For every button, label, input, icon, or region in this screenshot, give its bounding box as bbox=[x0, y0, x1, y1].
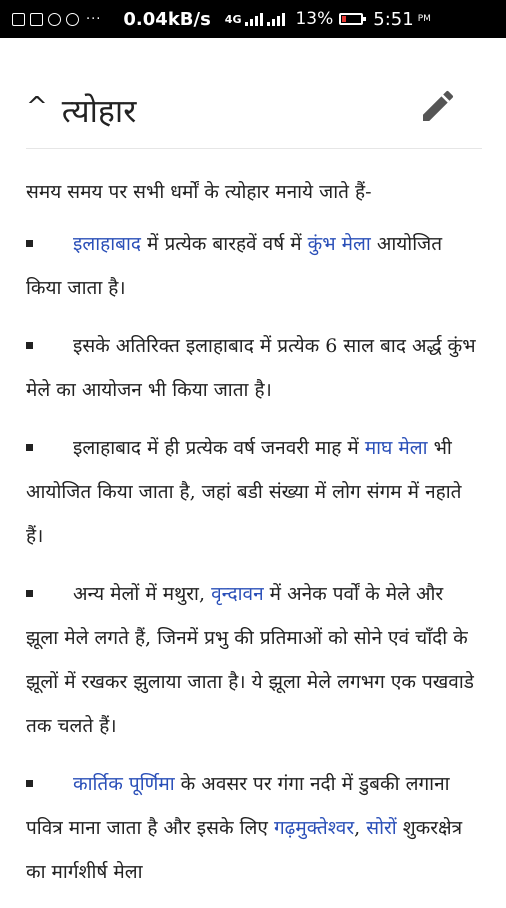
bullet-icon bbox=[26, 240, 33, 247]
collapse-chevron-icon[interactable]: ^ bbox=[26, 92, 48, 122]
more-notifications-icon: ··· bbox=[86, 11, 102, 27]
clock: 5:51 bbox=[373, 8, 414, 30]
whatsapp-icon bbox=[48, 13, 61, 26]
link-allahabad[interactable]: इलाहाबाद bbox=[73, 233, 142, 255]
bullet-icon bbox=[26, 342, 33, 349]
notification-icons bbox=[0, 12, 101, 27]
section-header[interactable] bbox=[26, 72, 482, 149]
signal-icon bbox=[245, 12, 263, 26]
bullet-icon bbox=[26, 780, 33, 787]
list-item: अन्य मेलों में मथुरा, वृन्दावन में अनेक पर्वों के मेले और झूला मेले लगते हैं, जिनमें प्रभु की प्रतिमाओं को सोने एवं चाँदी के झूलों में रखकर झुलाया जाता है। ये झूला मेले लगभग एक पखवाडे तक चलते हैं। bbox=[26, 583, 474, 737]
battery-percent: 13% bbox=[295, 9, 334, 29]
bullet-icon bbox=[26, 444, 33, 451]
signal-icon-2 bbox=[267, 12, 285, 26]
lock-icon bbox=[30, 13, 43, 26]
clock-ampm: PM bbox=[417, 14, 431, 24]
network-speed: 0.04kB/s bbox=[123, 8, 211, 30]
link-vrindavan[interactable]: वृन्दावन bbox=[211, 583, 264, 605]
link-magh-mela[interactable]: माघ मेला bbox=[364, 437, 428, 459]
link-kumbh-mela[interactable]: कुंभ मेला bbox=[307, 233, 371, 255]
network-type: 4G bbox=[224, 12, 242, 26]
edit-pencil-icon[interactable] bbox=[418, 86, 458, 126]
status-bar bbox=[0, 0, 506, 38]
link-garhmukteshwar[interactable]: गढ़मुक्तेश्वर bbox=[273, 817, 355, 839]
message-icon bbox=[12, 13, 25, 26]
link-soron[interactable]: सोरों bbox=[366, 817, 397, 839]
list-item: इलाहाबाद में प्रत्येक बारहवें वर्ष में कुंभ मेला आयोजित किया जाता है। bbox=[26, 233, 443, 299]
link-kartik-purnima[interactable]: कार्तिक पूर्णिमा bbox=[73, 773, 175, 795]
section-title: त्योहार bbox=[61, 91, 137, 130]
battery-icon bbox=[339, 13, 363, 25]
list-item: इलाहाबाद में ही प्रत्येक वर्ष जनवरी माह में माघ मेला भी आयोजित किया जाता है, जहां बडी संख्या में लोग संगम में नहाते हैं। bbox=[26, 437, 462, 547]
section-intro: समय समय पर सभी धर्मों के त्योहार मनाये जाते हैं- bbox=[26, 181, 372, 203]
bullet-icon bbox=[26, 590, 33, 597]
list-item: इसके अतिरिक्त इलाहाबाद में प्रत्येक 6 साल बाद अर्द्ध कुंभ मेले का आयोजन भी किया जाता है। bbox=[26, 335, 476, 401]
article-content bbox=[26, 170, 476, 908]
app-notification-icon bbox=[66, 13, 79, 26]
list-item: कार्तिक पूर्णिमा के अवसर पर गंगा नदी में डुबकी लगाना पवित्र माना जाता है और इसके लिए गढ़मुक्तेश्वर, सोरों शुकरक्षेत्र का मार्गशीर्ष मेला bbox=[26, 773, 463, 883]
